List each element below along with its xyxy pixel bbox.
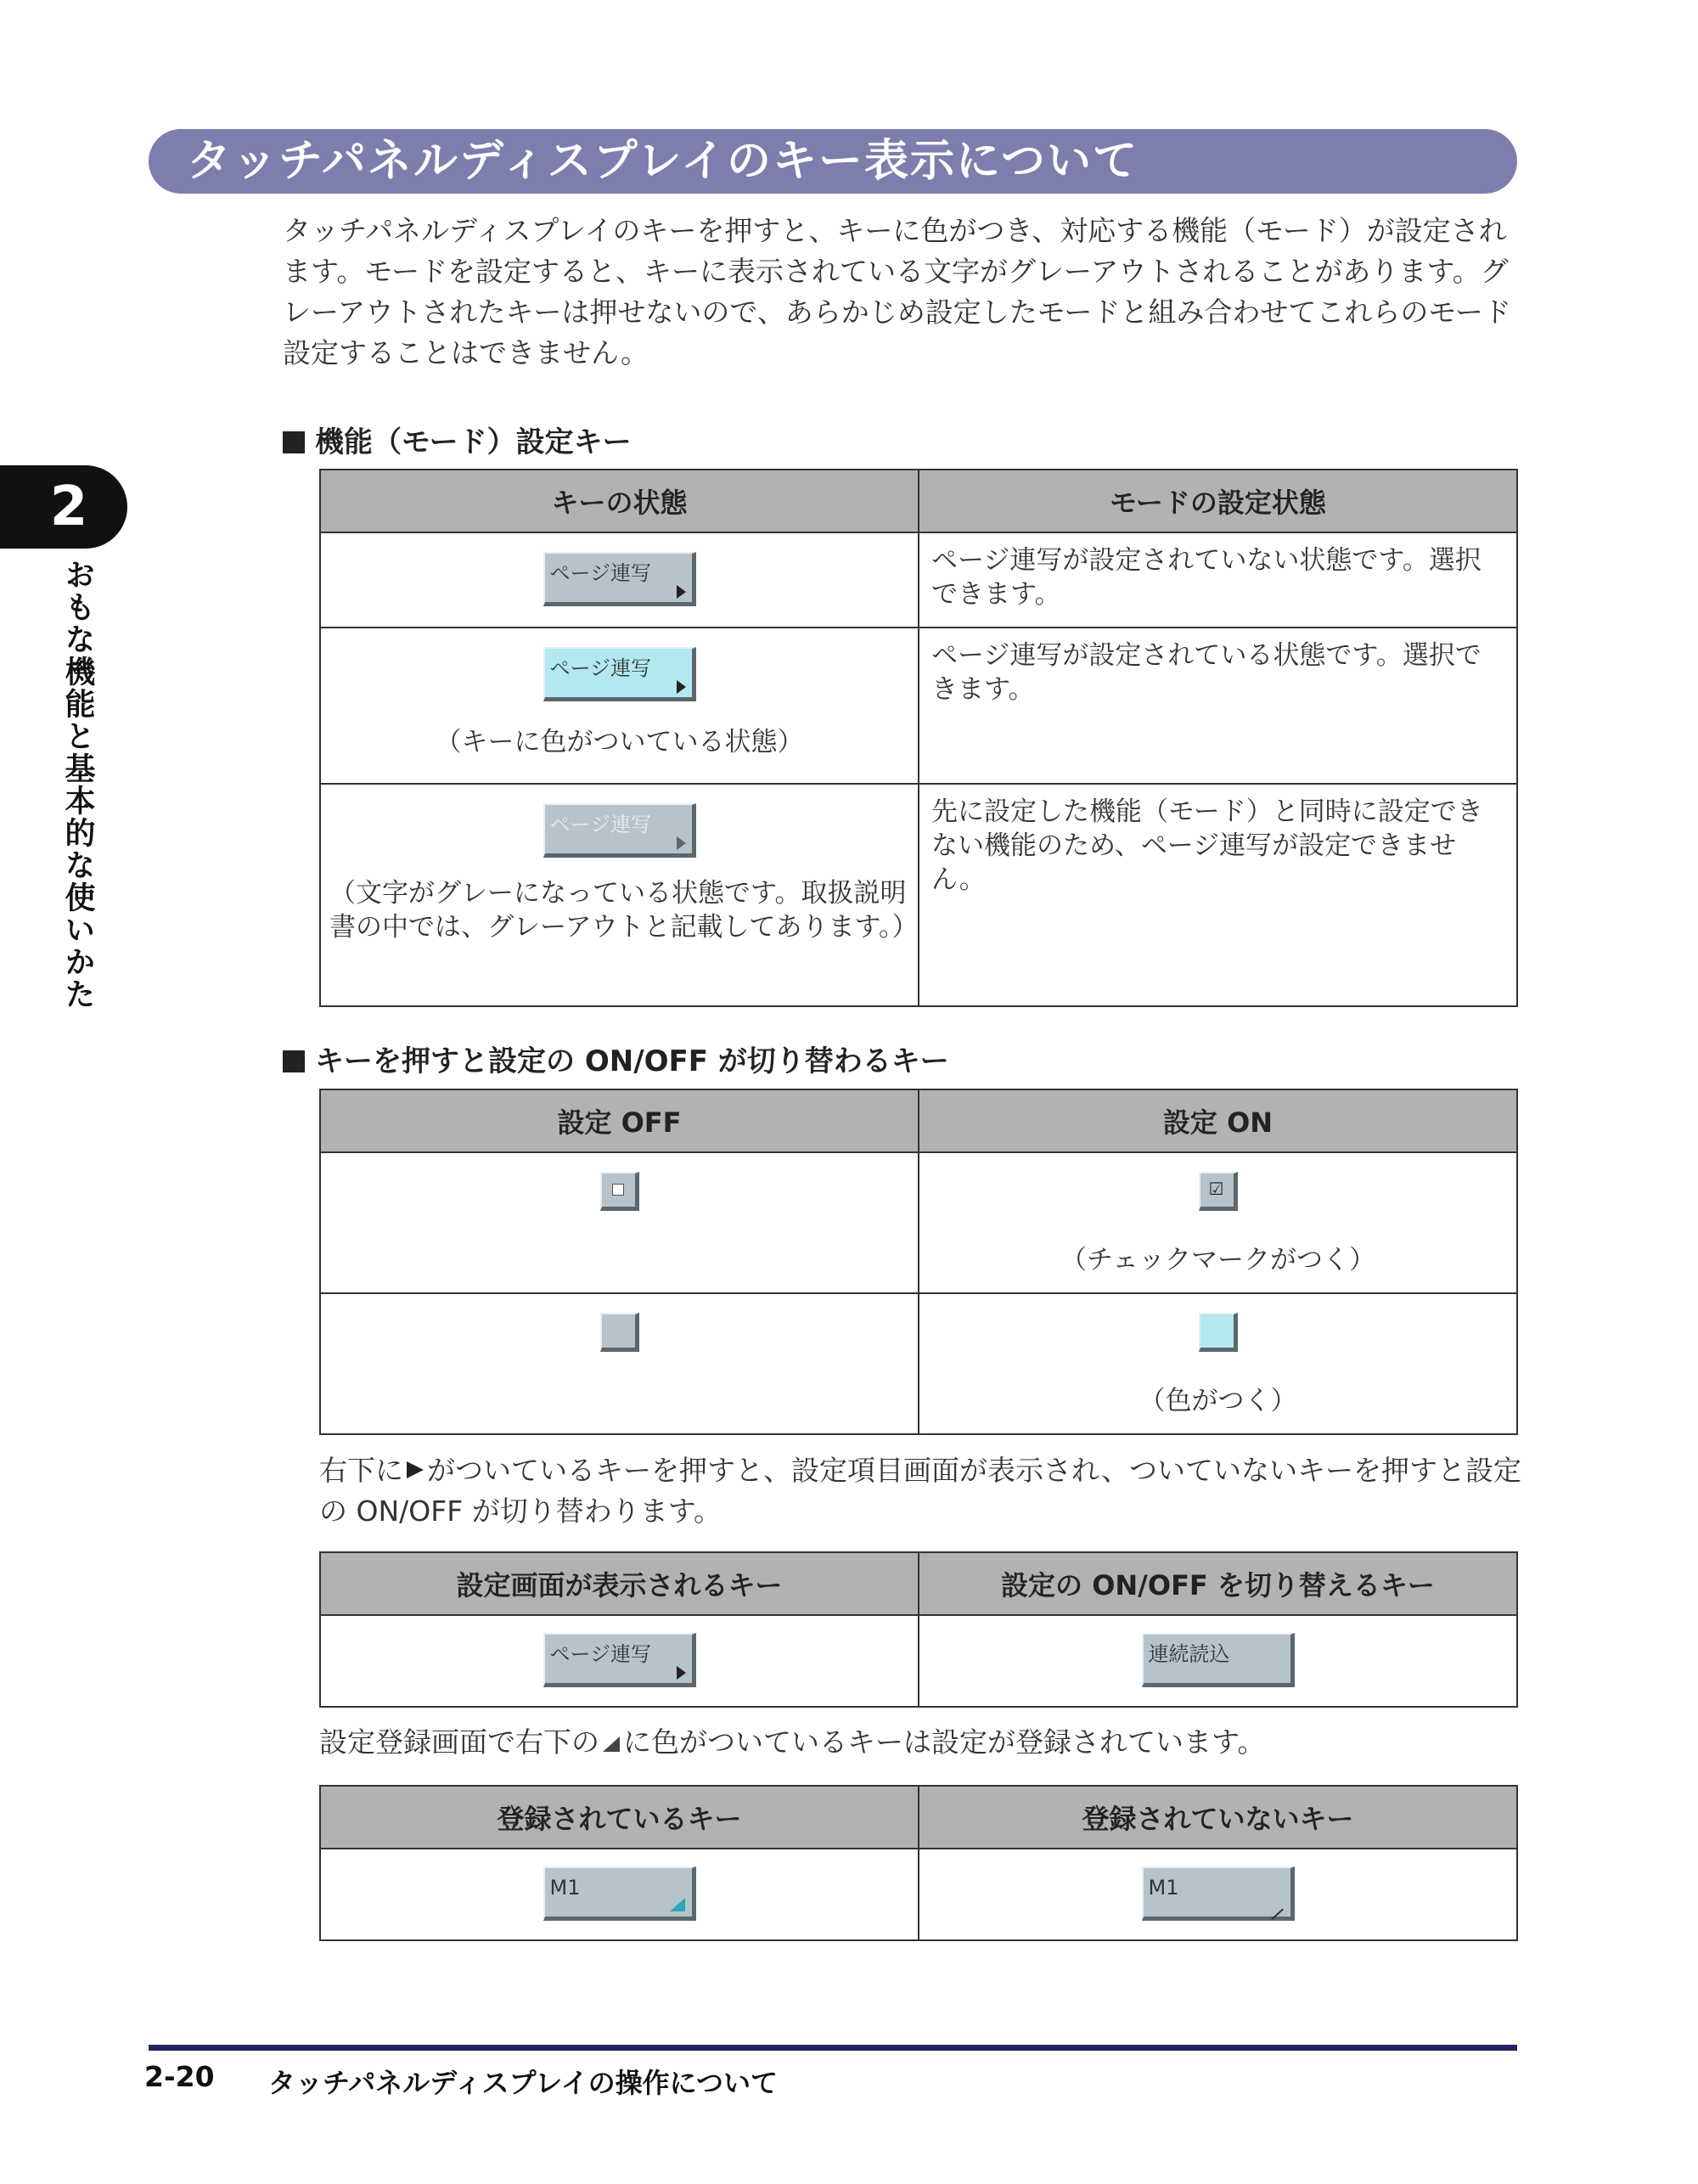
submenu-arrow-icon bbox=[677, 836, 686, 850]
column-header: 設定画面が表示されるキー bbox=[320, 1552, 919, 1615]
key-state-cell bbox=[320, 628, 919, 784]
footer-rule bbox=[149, 2045, 1517, 2051]
mode-state-cell: ページ連写が設定されていない状態です。選択できます。 bbox=[919, 532, 1517, 628]
submenu-arrow-icon bbox=[677, 1666, 686, 1680]
mode-state-cell: ページ連写が設定されている状態です。選択できます。 bbox=[919, 628, 1517, 784]
chapter-number: 2 bbox=[49, 476, 88, 538]
footer-title: タッチパネルディスプレイの操作について bbox=[268, 2067, 779, 2099]
column-header: 設定の ON/OFF を切り替えるキー bbox=[919, 1552, 1517, 1615]
bullet-square-icon bbox=[283, 431, 305, 453]
checkbox-off[interactable] bbox=[600, 1172, 639, 1211]
column-header: 登録されているキー bbox=[320, 1786, 919, 1849]
table-row bbox=[320, 628, 1517, 784]
empty-check-icon bbox=[612, 1184, 624, 1196]
registration-explanation: 設定登録画面で右下の に色がついているキーは設定が登録されています。 bbox=[319, 1725, 1266, 1759]
section2-heading: キーを押すと設定の ON/OFF が切り替わるキー bbox=[283, 1038, 949, 1079]
memory-key-registered[interactable]: M1 bbox=[543, 1866, 696, 1921]
bullet-square-icon bbox=[283, 1050, 305, 1072]
table-header-row bbox=[320, 1089, 1517, 1152]
page-copy-key-grayed: ページ連写 bbox=[543, 803, 696, 858]
toggle-key-table bbox=[319, 1089, 1518, 1435]
key-caption: （キーに色がついている状態） bbox=[435, 727, 804, 757]
submenu-arrow-icon bbox=[677, 585, 686, 599]
on-caption: （チェックマークがつく） bbox=[1060, 1245, 1376, 1275]
key-type-table bbox=[319, 1551, 1518, 1708]
arrow-explanation: 右下に がついているキーを押すと、設定項目画面が表示され、ついていないキーを押すと設定の ON/OFF が切り替わります。 bbox=[319, 1454, 1521, 1528]
column-header: 設定 OFF bbox=[320, 1089, 919, 1152]
checkmark-icon: ☑ bbox=[1208, 1179, 1224, 1199]
on-cell bbox=[919, 1293, 1517, 1434]
mode-state-cell: 先に設定した機能（モード）と同時に設定できない機能のため、ページ連写が設定できません。 bbox=[919, 784, 1517, 1006]
settings-key-cell bbox=[320, 1615, 919, 1707]
corner-triangle-icon bbox=[603, 1737, 620, 1752]
table-row bbox=[320, 1849, 1517, 1940]
chapter-label: おもな機能と基本的な使いかた bbox=[60, 559, 95, 1010]
on-cell bbox=[919, 1152, 1517, 1293]
table-row bbox=[320, 1152, 1517, 1293]
registration-key-table bbox=[319, 1785, 1518, 1941]
page-copy-key-off[interactable]: ページ連写 bbox=[543, 552, 696, 606]
column-header: モードの設定状態 bbox=[919, 470, 1517, 532]
key-state-cell bbox=[320, 532, 919, 628]
page-title: タッチパネルディスプレイのキー表示について bbox=[149, 129, 1517, 194]
intro-paragraph: タッチパネルディスプレイのキーを押すと、キーに色がつき、対応する機能（モード）が設定されます。モードを設定すると、キーに表示されている文字がグレーアウトされることがあります。グレーアウトされたキーは押せないので、あらかじめ設定したモードと組み合わせてこれらのモード設定することはできません。 bbox=[283, 214, 1512, 369]
mode-key-table bbox=[319, 469, 1518, 1007]
unregistered-key-cell bbox=[919, 1849, 1517, 1940]
memory-key-unregistered[interactable]: M1 bbox=[1142, 1866, 1295, 1921]
page-number: 2-20 bbox=[144, 2060, 215, 2093]
submenu-arrow-icon bbox=[677, 680, 686, 694]
table-row bbox=[320, 532, 1517, 628]
toggle-key-off[interactable] bbox=[600, 1313, 639, 1352]
page-copy-key-on[interactable]: ページ連写 bbox=[543, 647, 696, 701]
off-cell bbox=[320, 1152, 919, 1293]
column-header: 登録されていないキー bbox=[919, 1786, 1517, 1849]
column-header: キーの状態 bbox=[320, 470, 919, 532]
key-state-cell bbox=[320, 784, 919, 1006]
table-header-row bbox=[320, 470, 1517, 532]
key-caption: （文字がグレーになっている状態です。取扱説明書の中では、グレーアウトと記載してあります。） bbox=[329, 878, 919, 943]
toggle-key-cell bbox=[919, 1615, 1517, 1707]
chapter-tab bbox=[0, 465, 127, 549]
off-cell bbox=[320, 1293, 919, 1434]
unregistered-corner-icon bbox=[1271, 1909, 1284, 1921]
toggle-key-on[interactable] bbox=[1199, 1313, 1238, 1352]
continuous-scan-key[interactable]: 連続読込 bbox=[1142, 1633, 1295, 1687]
registered-key-cell bbox=[320, 1849, 919, 1940]
section1-heading: 機能（モード）設定キー bbox=[283, 419, 632, 460]
column-header: 設定 ON bbox=[919, 1089, 1517, 1152]
table-row bbox=[320, 784, 1517, 1006]
table-header-row bbox=[320, 1552, 1517, 1615]
registered-corner-icon bbox=[670, 1898, 685, 1911]
table-row bbox=[320, 1293, 1517, 1434]
table-row bbox=[320, 1615, 1517, 1707]
on-caption: （色がつく） bbox=[1139, 1386, 1297, 1416]
page-copy-key[interactable]: ページ連写 bbox=[543, 1633, 696, 1687]
table-header-row bbox=[320, 1786, 1517, 1849]
triangle-arrow-icon bbox=[407, 1461, 424, 1478]
checkbox-on[interactable] bbox=[1199, 1172, 1238, 1211]
